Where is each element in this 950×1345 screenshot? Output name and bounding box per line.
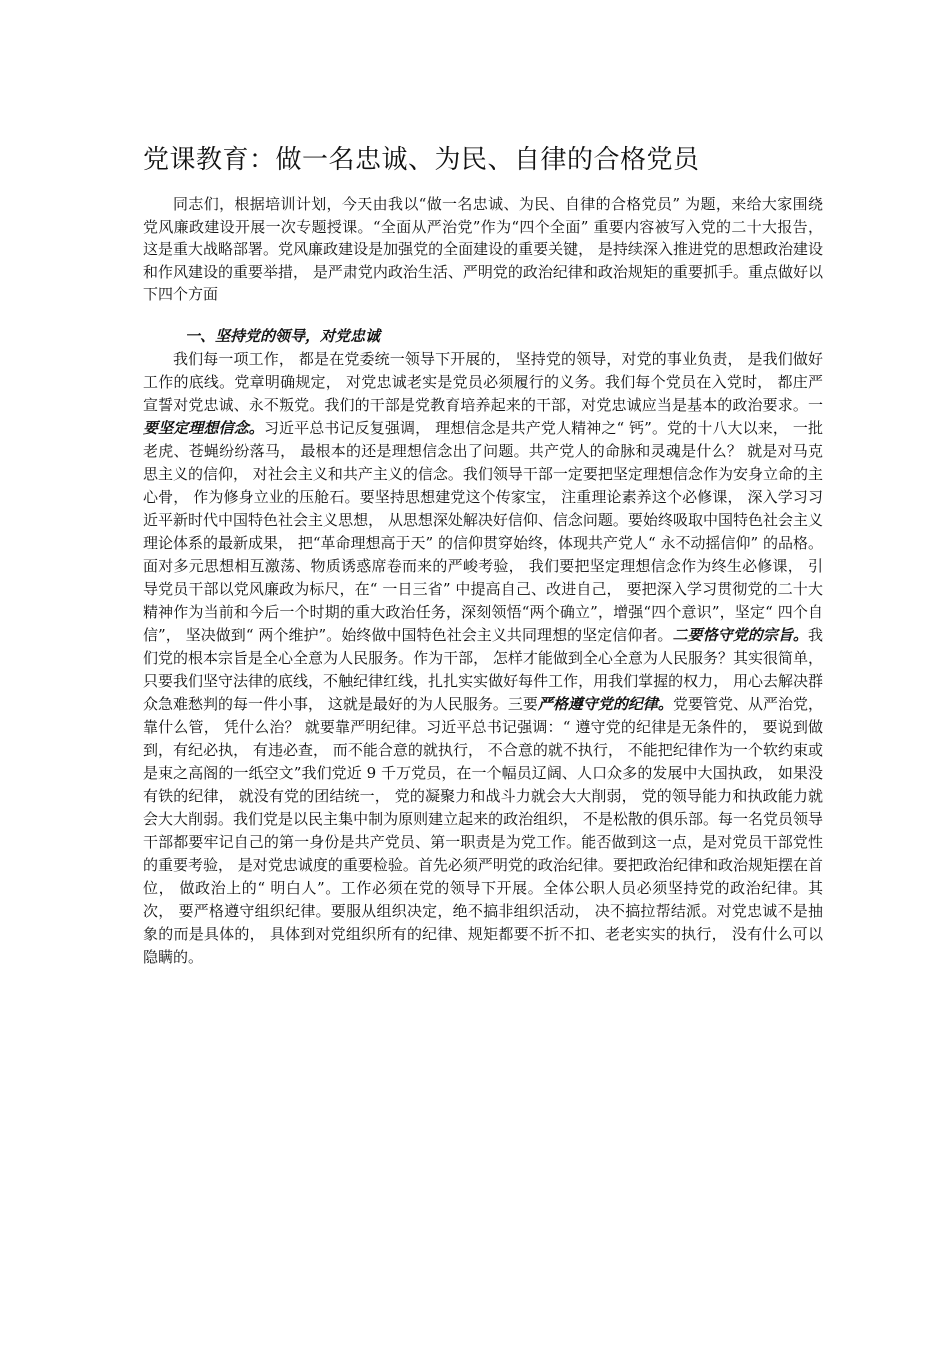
key-point-purpose: 二要恪守党的宗旨。 [672,626,808,644]
body-text-segment: 党要管党、从严治党， 靠什么管， 凭什么治？ 就要靠严明纪律。习近平总书记强调：“ 遵守党的纪律是无条件的， 要说到做到，有纪必执， 有违必查， 而不能合意的就执行， 不合意的就不执行， 不能把纪律作为一个软约束或是束之高阁的一纸空文”我们党近 9 千万党员，在一个幅员辽阔、人口众多的发展中大国执政， 如果没有铁的纪律， 就没有党的团结统一， 党的凝聚力和战斗力就会大大削弱， 党的领导能力和执政能力就会大大削弱。我们党是以民主集中制为原则建立起来的政治组织， 不是松散的俱乐部。每一名党员领导干部都要牢记自己的第一身份是共产党员、第一职责是为党工作。能否做到这一点，是对党员干部党性的重要考验， 是对党忠诚度的重要检验。首先必须严明党的政治纪律。要把政治纪律和政治规矩摆在首位， 做政治上的“ 明白人”。工作必须在党的领导下开展。全体公职人员必须坚持党的政治纪律。其次， 要严格遵守组织纪律。要服从组织决定，绝不搞非组织活动， 决不搞拉帮结派。对党忠诚不是抽象的而是具体的， 具体到对党组织所有的纪律、规矩都要不折不扣、老老实实的执行， 没有什么可以隐瞒的。 [143,695,823,966]
section-heading: 一、坚持党的领导，对党忠诚 [185,327,381,345]
intro-paragraph: 同志们，根据培训计划，今天由我以“做一名忠诚、为民、自律的合格党员” 为题，来给大家围绕党风廉政建设开展一次专题授课。“全面从严治党”作为“四个全面” 重要内容被写入党的二十大报告， 这是重大战略部署。党风廉政建设是加强党的全面建设的重要关键， 是持续深入推进党的思想政治建设和作风建设的重要举措， 是严肃党内政治生活、严明党的政治纪律和政治规矩的重要抓手。重点做好以下四个方面 [143,195,823,303]
document-title: 党课教育：做一名忠诚、为民、自律的合格党员 [143,145,700,175]
key-point-discipline: 严格遵守党的纪律。 [537,695,673,713]
key-point-ideals: 要坚定理想信念。 [143,419,264,437]
body-text-segment: 习近平总书记反复强调， 理想信念是共产党人精神之“ 钙”。党的十八大以来， 一批老虎、苍蝇纷纷落马， 最根本的还是理想信念出了问题。共产党人的命脉和灵魂是什么？ 就是对马克思主义的信仰， 对社会主义和共产主义的信念。我们领导干部一定要把坚定理想信念作为安身立命的主心骨， 作为修身立业的压舱石。要坚持思想建党这个传家宝， 注重理论素养这个必修课， 深入学习习近平新时代中国特色社会主义思想， 从思想深处解决好信仰、信念问题。要始终吸取中国特色社会主义理论体系的最新成果， 把“革命理想高于天” 的信仰贯穿始终，体现共产党人“ 永不动摇信仰” 的品格。面对多元思想相互激荡、物质诱惑席卷而来的严峻考验， 我们要把坚定理想信念作为终生必修课， 引导党员干部以党风廉政为标尺，在“ 一日三省” 中提高自己、改进自己， 要把深入学习贯彻党的二十大精神作为当前和今后一个时期的重大政治任务，深刻领悟“两个确立”，增强“四个意识”，坚定“ 四个自信”， 坚决做到“ 两个维护”。始终做中国特色社会主义共同理想的坚定信仰者。 [143,419,823,644]
section-body-paragraph [143,348,823,969]
body-text-segment: 我们每一项工作， 都是在党委统一领导下开展的， 坚持党的领导，对党的事业负责， 是我们做好工作的底线。党章明确规定， 对党忠诚老实是党员必须履行的义务。我们每个党员在入党时， 都庄严宣誓对党忠诚、永不叛党。我们的干部是党教育培养起来的干部，对党忠诚应当是基本的政治要求。一 [143,350,823,414]
body-text-segment: 我们党的根本宗旨是全心全意为人民服务。作为干部， 怎样才能做到全心全意为人民服务？其实很简单， 只要我们坚守法律的底线，不触纪律红线，扎扎实实做好每件工作，用我们掌握的权力， 用心去解决群众急难愁判的每一件小事， 这就是最好的为人民服务。三要 [143,626,823,713]
